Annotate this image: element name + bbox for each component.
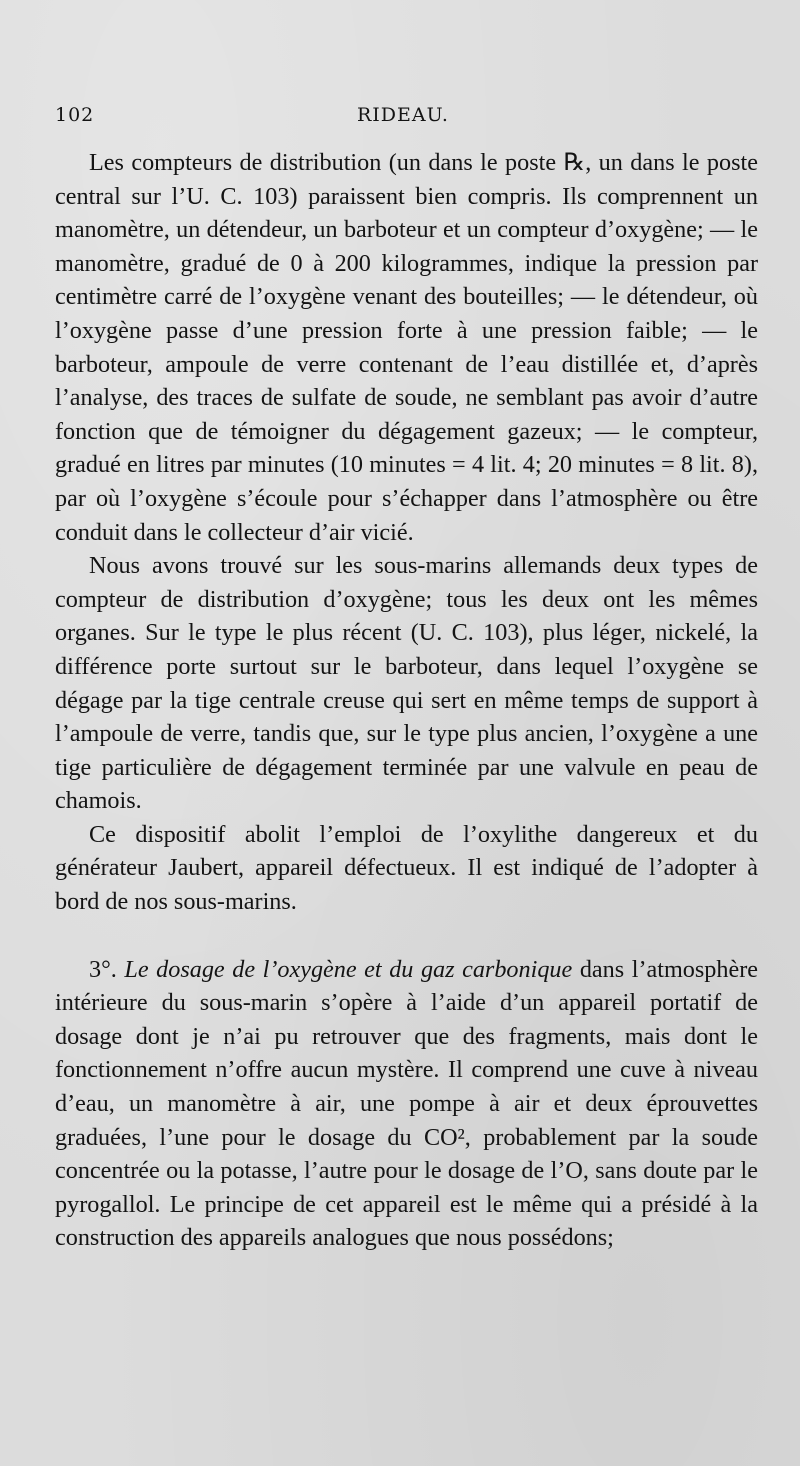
section-number: 3°. [89,955,117,983]
paragraph-oxygen-dosage [55,953,758,1255]
paragraph-distribution-meters: Les compteurs de distribution (un dans le poste ℞, un dans le poste central sur l’U. C. 103) paraissent bien compris. Ils comprennent un manomètre, un détendeur, un barboteur et un compteur d’oxygène; — le manomètre, gradué de 0 à 200 kilogrammes, indique la pression par centimètre carré de l’oxygène venant des bouteilles; — le détendeur, où l’oxygène passe d’une pression forte à une pression faible; — le barboteur, ampoule de verre contenant de l’eau distillée et, d’après l’analyse, des traces de sulfate de soude, ne semblant pas avoir d’autre fonction que de témoigner du dégagement gazeux; — le compteur, gradué en litres par minutes (10 minutes = 4 lit. 4; 20 minutes = 8 lit. 8), par où l’oxygène s’écoule pour s’échapper dans l’atmosphère ou être conduit dans le collecteur d’air vicié. [55,149,758,546]
section-italic-heading: Le dosage de l’oxygène et du gaz carbonique [124,955,573,983]
page-header [55,104,755,134]
paragraph-german-submarine-types: Nous avons trouvé sur les sous-marins allemands deux types de compteur de distribution d’oxygène; tous les deux ont les mêmes organes. Sur le type le plus récent (U. C. 103), plus léger, nickelé, la différence porte surtout sur le barboteur, dans lequel l’oxygène se dégage par la tige centrale creuse qui sert en même temps de support à l’ampoule de verre, tandis que, sur le type plus ancien, l’oxygène a une tige particulière de dégagement terminée par une valvule en peau de chamois. [55,552,758,815]
body-text [55,146,758,1255]
paragraph-oxylithe: Ce dispositif abolit l’emploi de l’oxylithe dangereux et du générateur Jaubert, appareil défectueux. Il est indiqué de l’adopter à bord de nos sous-marins. [55,820,758,916]
running-head: RIDEAU. [357,104,449,126]
page-number: 102 [55,104,95,126]
section-body: dans l’atmosphère intérieure du sous-marin s’opère à l’aide d’un appareil portatif de dosage dont je n’ai pu retrouver que des fragments, mais dont le fonctionnement n’offre aucun mystère. Il comprend une cuve à niveau d’eau, un manomètre à air, une pompe à air et deux éprouvettes graduées, l’une pour le dosage du CO², probablement par la soude concentrée ou la potasse, l’autre pour le dosage de l’O, sans doute par le pyrogallol. Le principe de cet appareil est le même qui a présidé à la construction des appareils analogues que nous possédons; [55,955,758,1252]
